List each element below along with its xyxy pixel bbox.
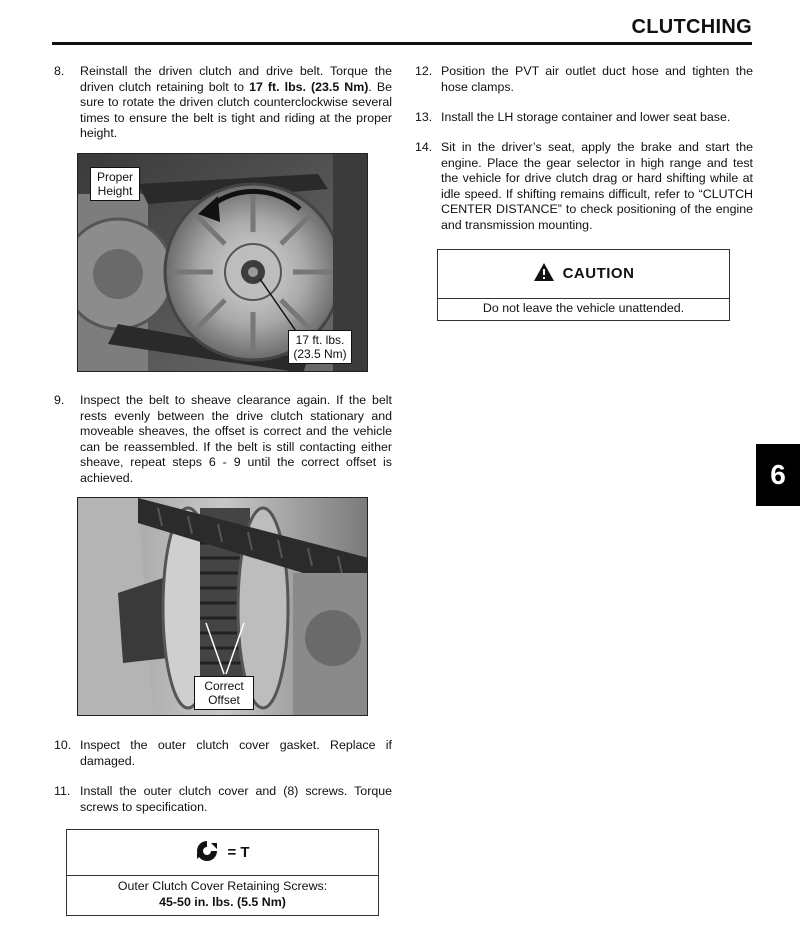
torque-spec-text [67, 876, 378, 910]
torque-wrench-icon [195, 839, 219, 867]
page-title: CLUTCHING [631, 16, 752, 38]
step-11 [54, 784, 392, 816]
torque-spec-line-2: 45-50 in. lbs. (5.5 Nm) [159, 895, 286, 909]
step-text: Install the outer clutch cover and (8) screws. Torque screws to specification. [80, 784, 392, 814]
step-text: Sit in the driver’s seat, apply the brake and start the engine. Place the gear selector in high range and test the vehicle for drive clutch drag or hard shifting while at idle speed. If shifting remains difficult, refer to “CLUTCH CENTER DISTANCE” to check positioning of the engine and transmission mounting. [441, 140, 753, 232]
torque-symbol: = T [227, 843, 250, 861]
warning-icon [533, 262, 555, 286]
step-number: 10. [54, 738, 72, 752]
step-number: 13. [415, 110, 433, 124]
step-8 [54, 64, 392, 144]
step-text: Position the PVT air outlet duct hose and tighten the hose clamps. [441, 64, 753, 94]
caution-box [437, 249, 730, 321]
step-number: 9. [54, 393, 65, 407]
driven-clutch-photo [77, 153, 368, 372]
step-number: 8. [54, 64, 65, 78]
torque-spec-box [66, 829, 379, 916]
callout-proper-height: Proper Height [90, 167, 140, 201]
step-14 [415, 140, 753, 236]
step-number: 12. [415, 64, 433, 78]
drive-clutch-offset-photo [77, 497, 368, 716]
step-12 [415, 64, 753, 96]
header-rule [52, 42, 752, 45]
step-10 [54, 738, 392, 770]
step-9 [54, 393, 392, 489]
step-number: 14. [415, 140, 433, 154]
step-text: Inspect the belt to sheave clearance again. If the belt rests evenly between the drive clutch stationary and moveable sheaves, the offset is correct and the vehicle can be reassembled. If the belt is still contacting either sheave, repeat steps 6 - 9 until the correct offset is achieved. [80, 393, 392, 485]
torque-value: 17 ft. lbs. (23.5 Nm) [249, 79, 369, 94]
callout-torque-spec: 17 ft. lbs. (23.5 Nm) [288, 330, 352, 364]
caution-label: CAUTION [562, 265, 635, 283]
step-text: Install the LH storage container and lower seat base. [441, 110, 731, 124]
callout-correct-offset: Correct Offset [194, 676, 254, 710]
step-13 [415, 110, 753, 126]
caution-header [438, 250, 729, 299]
step-number: 11. [54, 784, 71, 798]
step-text: Inspect the outer clutch cover gasket. Replace if damaged. [80, 738, 392, 768]
torque-spec-header [67, 830, 378, 876]
chapter-tab: 6 [756, 444, 800, 506]
step-text: Reinstall the driven clutch and drive belt. Torque the driven clutch retaining bolt to 17 ft. lbs. (23.5 Nm). Be sure to rotate the driven clutch counterclockwise several times to ensure the belt is tight and riding at the proper height. [80, 64, 392, 141]
torque-spec-line-1: Outer Clutch Cover Retaining Screws: [117, 879, 328, 893]
caution-text: Do not leave the vehicle unattended. [482, 301, 685, 315]
